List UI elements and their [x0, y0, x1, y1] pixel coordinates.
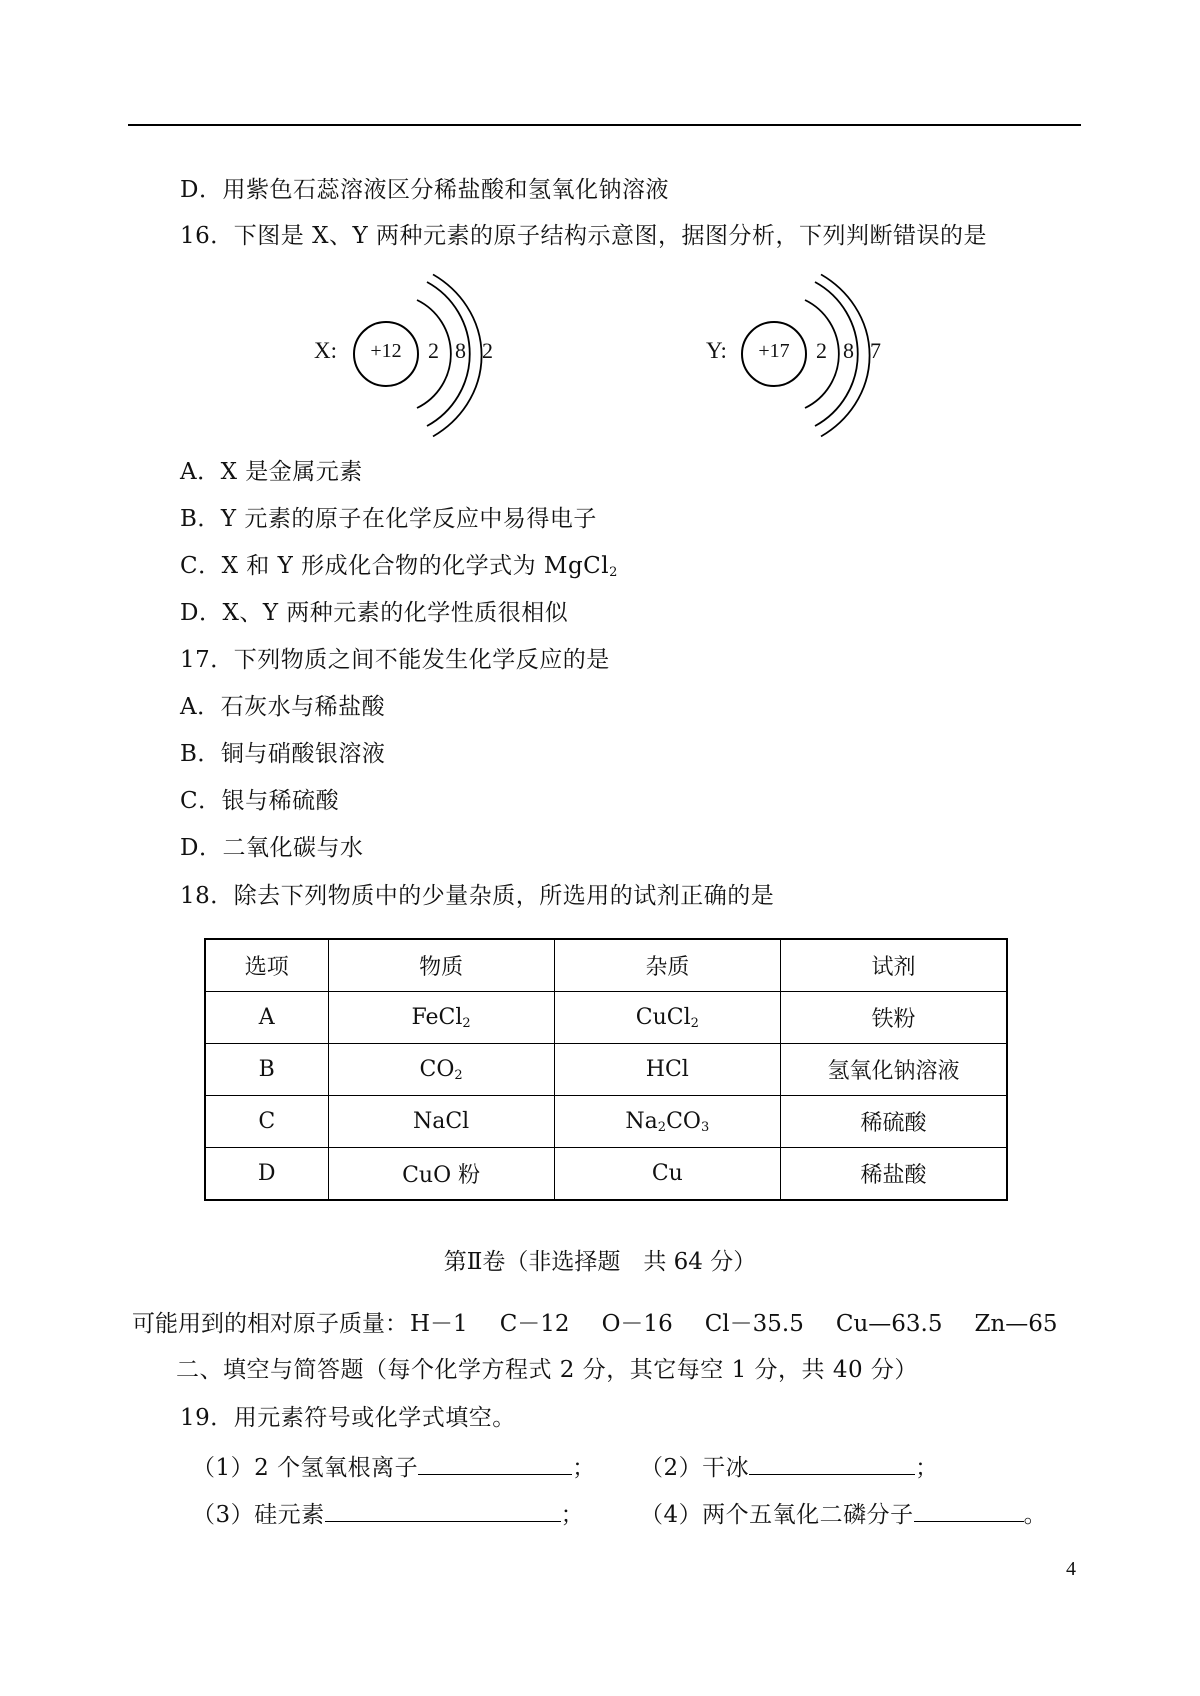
q19-item-2: [640, 1450, 939, 1484]
atom-x-label: X:: [314, 338, 337, 363]
formula-text: CO: [419, 1056, 455, 1082]
q19-item-4-label: （4）两个五氧化二磷分子: [640, 1502, 914, 1528]
formula-subscript: 3: [700, 1119, 710, 1135]
atom-diagram-x: [300, 272, 560, 442]
q19-item-2-end: ；: [915, 1455, 939, 1481]
atom-diagram-y: [688, 272, 948, 442]
formula-text: CO: [666, 1108, 701, 1134]
q19-item-1: [192, 1450, 596, 1484]
table-header: 选项: [205, 939, 328, 992]
answer-blank[interactable]: [325, 1497, 561, 1522]
table-cell-impurity: HCl: [554, 1044, 780, 1096]
page-number: 4: [1066, 1558, 1076, 1580]
atom-y-shell-2: 8: [843, 338, 854, 363]
q19-item-3-label: （3）硅元素: [192, 1502, 325, 1528]
q15-option-d: D．用紫色石蕊溶液区分稀盐酸和氢氧化钠溶液: [180, 177, 669, 203]
q19-item-3-end: ；: [560, 1502, 585, 1528]
table-cell-reagent: 稀盐酸: [780, 1148, 1007, 1201]
part2-title: 第Ⅱ卷（非选择题 共 64 分）: [443, 1249, 757, 1275]
formula-subscript: 2: [454, 1067, 463, 1083]
table-row: [205, 1148, 1007, 1201]
atom-x-shell-1: 2: [428, 338, 439, 363]
q16-option-c: [180, 550, 618, 589]
q16-option-a: A．X 是金属元素: [180, 459, 363, 485]
q18-table: [204, 938, 1008, 1201]
table-cell-reagent: 稀硫酸: [780, 1096, 1007, 1148]
table-cell-substance: CuO 粉: [328, 1148, 554, 1201]
atom-y-shell-1: 2: [816, 338, 827, 363]
q17-stem: 17．下列物质之间不能发生化学反应的是: [180, 647, 610, 673]
table-cell-impurity: [554, 992, 780, 1044]
q19-item-4: [640, 1497, 1047, 1531]
atom-y-label: Y:: [706, 338, 727, 363]
q17-option-a: A．石灰水与稀盐酸: [180, 694, 386, 720]
table-cell-reagent: 铁粉: [780, 992, 1007, 1044]
q17-option-b: B．铜与硝酸银溶液: [180, 741, 386, 767]
header-rule: [128, 124, 1081, 126]
q19-item-2-label: （2）干冰: [640, 1455, 750, 1481]
q19-item-4-end: 。: [1023, 1502, 1048, 1528]
q16-stem: 16．下图是 X、Y 两种元素的原子结构示意图，据图分析，下列判断错误的是: [180, 223, 987, 249]
table-row: [205, 992, 1007, 1044]
q18-stem: 18．除去下列物质中的少量杂质，所选用的试剂正确的是: [180, 883, 775, 909]
q16-option-c-text: C．X 和 Y 形成化合物的化学式为 MgCl: [180, 553, 610, 579]
table-cell-option: B: [205, 1044, 328, 1096]
table-cell-impurity: [554, 1096, 780, 1148]
q16-option-d: D．X、Y 两种元素的化学性质很相似: [180, 600, 569, 626]
atom-x-shell-2: 8: [455, 338, 466, 363]
masses-label: 可能用到的相对原子质量：: [132, 1311, 408, 1337]
mass-item: H－1: [410, 1311, 468, 1337]
answer-blank[interactable]: [749, 1450, 915, 1475]
formula-subscript: 2: [657, 1119, 667, 1135]
table-row: [205, 1096, 1007, 1148]
atom-y-shell-3: 7: [870, 338, 881, 363]
table-header: 试剂: [780, 939, 1007, 992]
atom-x-shell-3: 2: [482, 338, 493, 363]
table-header-row: [205, 939, 1007, 992]
answer-blank[interactable]: [914, 1497, 1024, 1522]
relative-atomic-masses: [132, 1308, 1090, 1340]
table-row: [205, 1044, 1007, 1096]
q19-item-3: [192, 1497, 584, 1531]
table-cell-substance: NaCl: [328, 1096, 554, 1148]
mass-item: Cu—63.5: [835, 1311, 943, 1337]
section-title: 二、填空与简答题（每个化学方程式 2 分，其它每空 1 分，共 40 分）: [176, 1357, 918, 1383]
formula-text: Na: [625, 1108, 658, 1134]
atom-x-nucleus: +12: [370, 340, 402, 362]
q17-option-c: C．银与稀硫酸: [180, 788, 340, 814]
table-cell-impurity: Cu: [554, 1148, 780, 1201]
table-header: 物质: [328, 939, 554, 992]
q19-item-1-label: （1）2 个氢氧根离子: [192, 1455, 419, 1481]
q17-option-d: D．二氧化碳与水: [180, 835, 364, 861]
table-cell-option: A: [205, 992, 328, 1044]
table-cell-option: C: [205, 1096, 328, 1148]
table-header: 杂质: [554, 939, 780, 992]
table-cell-substance: [328, 1044, 554, 1096]
q19-item-1-end: ；: [572, 1455, 596, 1481]
mass-item: Zn—65: [974, 1311, 1058, 1337]
q16-option-b: B．Y 元素的原子在化学反应中易得电子: [180, 506, 597, 532]
formula-text: FeCl: [411, 1004, 463, 1030]
formula-subscript: 2: [462, 1015, 471, 1031]
table-cell-substance: [328, 992, 554, 1044]
formula-subscript: 2: [690, 1015, 699, 1031]
answer-blank[interactable]: [418, 1450, 572, 1475]
table-cell-option: D: [205, 1148, 328, 1201]
mass-item: Cl－35.5: [704, 1311, 804, 1337]
formula-text: CuCl: [635, 1004, 691, 1030]
table-cell-reagent: 氢氧化钠溶液: [780, 1044, 1007, 1096]
mass-item: C－12: [499, 1311, 570, 1337]
atom-y-nucleus: +17: [758, 340, 790, 362]
mass-item: O－16: [601, 1311, 673, 1337]
q19-stem: 19．用元素符号或化学式填空。: [180, 1405, 516, 1431]
q16-option-c-subscript: 2: [609, 565, 618, 580]
